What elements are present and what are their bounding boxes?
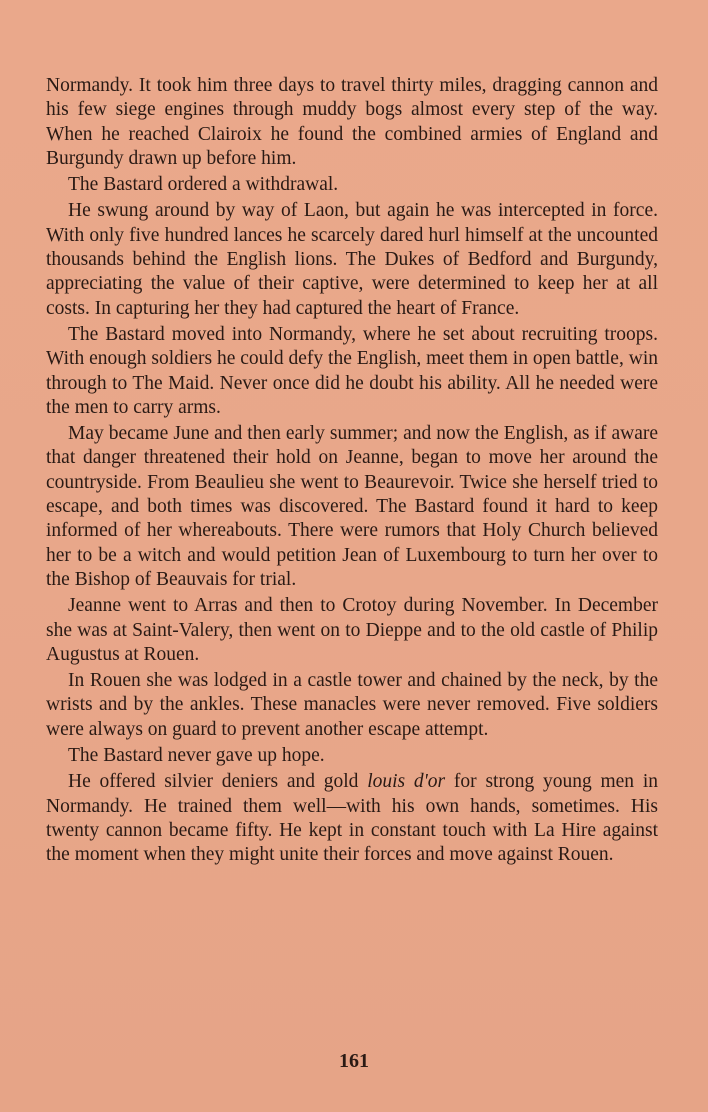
- paragraph-3: He swung around by way of Laon, but again he was intercepted in force. With only five hundred lances he scarcely dared hurl himself at the uncounted thousands behind the English lions. The Dukes of Bedford and Burgundy, appreciating the value of their captive, were determined to keep her at all costs. In capturing her they had captured the heart of France.: [46, 200, 658, 319]
- paragraph-1: Normandy. It took him three days to travel thirty miles, dragging cannon and his few siege engines through muddy bogs almost every step of the way. When he reached Clairoix he found the combined armies of England and Burgundy drawn up before him.: [46, 75, 658, 169]
- paragraph-9-before: He offered silvier deniers and gold: [68, 771, 368, 793]
- paragraph-9: [46, 770, 658, 867]
- paragraph-4: The Bastard moved into Normandy, where he set about recruiting troops. With enough soldiers he could defy the English, meet them in open battle, win through to The Maid. Never once did he doubt his ability. All he needed were the men to carry arms.: [46, 323, 658, 418]
- paragraph-5: May became June and then early summer; and now the English, as if aware that danger threatened their hold on Jeanne, began to move her around the countryside. From Beaulieu she went to Beaurevoir. Twice she herself tried to escape, and both times was discovered. The Bastard found it hard to keep informed of her whereabouts. There were rumors that Holy Church believed her to be a witch and would petition Jean of Luxembourg to turn her over to the Bishop of Beauvais for trial.: [46, 423, 658, 590]
- paragraph-9-italic: louis d'or: [367, 771, 446, 793]
- paragraph-2: The Bastard ordered a withdrawal.: [68, 174, 339, 196]
- paragraph-9-after: for strong young men in Normandy. He trained them well—with his own hands, sometimes. His twenty cannon became fifty. He kept in constant touch with La Hire against the moment when they might unite their forces and move against Rouen.: [46, 771, 658, 866]
- page-number: 161: [339, 1050, 369, 1072]
- paragraph-8: The Bastard never gave up hope.: [68, 745, 325, 767]
- paragraph-7: In Rouen she was lodged in a castle tower and chained by the neck, by the wrists and by the ankles. These manacles were never removed. Five soldiers were always on guard to prevent another escape attempt.: [46, 670, 658, 740]
- paragraph-6: Jeanne went to Arras and then to Crotoy during November. In December she was at Saint-Valery, then went on to Dieppe and to the old castle of Philip Augustus at Rouen.: [46, 595, 658, 665]
- body-text: [46, 74, 658, 868]
